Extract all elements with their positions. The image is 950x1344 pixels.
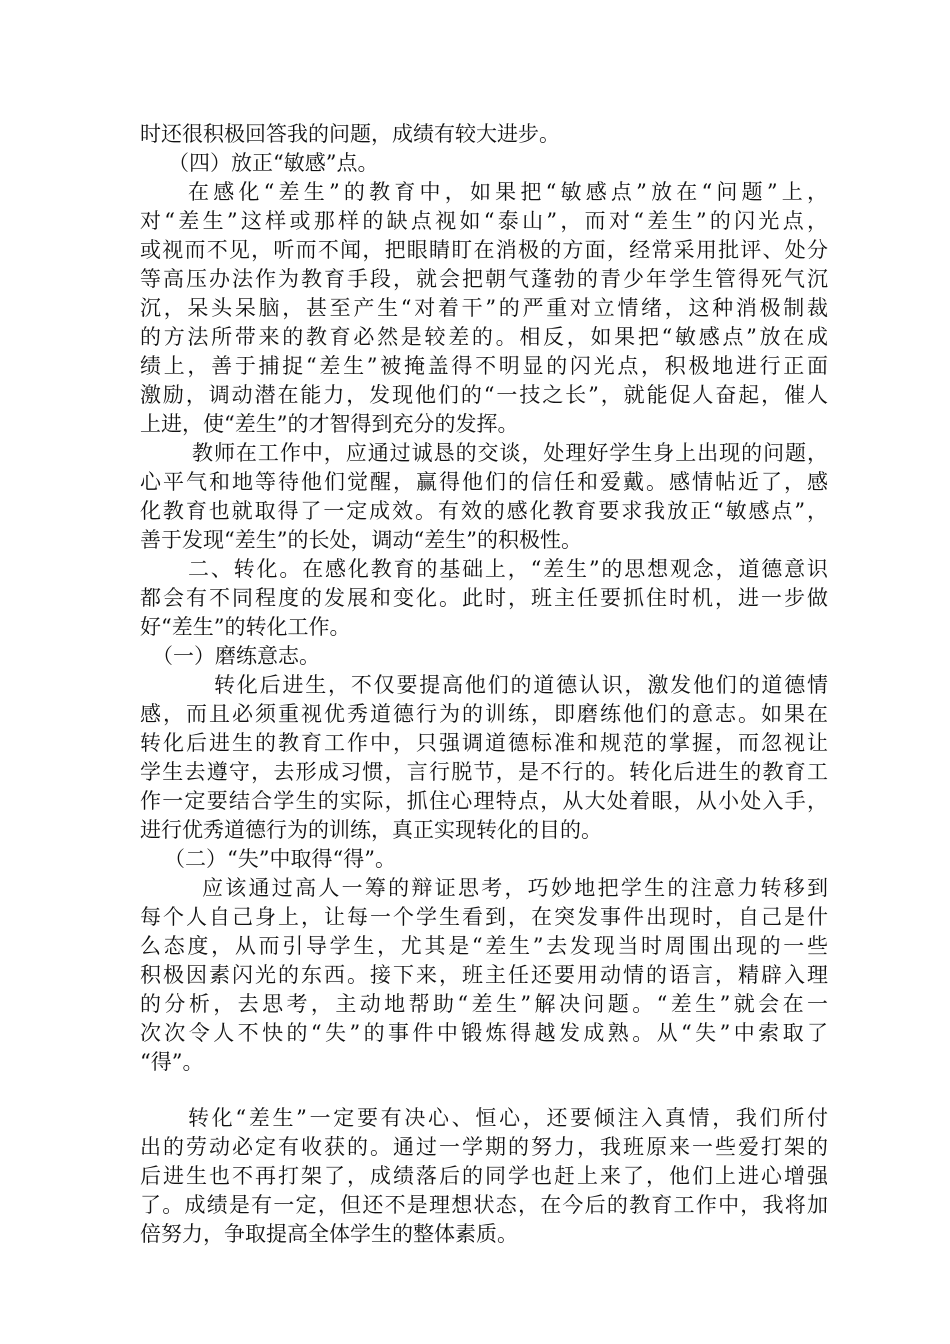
paragraph-line: 转化“差生”一定要有决心、恒心，还要倾注入真情，我们所付: [188, 1106, 828, 1130]
paragraph-line: 转化后进生，不仅要提高他们的道德认识，激发他们的道德情: [214, 673, 828, 697]
paragraph-line: 倍努力，争取提高全体学生的整体素质。: [140, 1222, 518, 1246]
paragraph-line: 上进，使“差生”的才智得到充分的发挥。: [140, 412, 519, 436]
paragraph-line: 作一定要结合学生的实际，抓住心理特点，从大处着眼，从小处入手，: [140, 789, 828, 813]
paragraph-line: 好“差生”的转化工作。: [140, 615, 351, 639]
paragraph-line: 每个人自己身上，让每一个学生看到，在突发事件出现时，自己是什: [140, 905, 828, 929]
paragraph-line: 次次令人不快的“失”的事件中锻炼得越发成熟。从“失”中索取了: [140, 1021, 828, 1045]
paragraph-line: 激励，调动潜在能力，发现他们的“一技之长”，就能促人奋起，催人: [140, 383, 828, 407]
paragraph-line: 了。成绩是有一定，但还不是理想状态，在今后的教育工作中，我将加: [140, 1193, 828, 1217]
paragraph-line: 转化后进生的教育工作中，只强调道德标准和规范的掌握，而忽视让: [140, 731, 828, 755]
paragraph-line: 应该通过高人一筹的辩证思考，巧妙地把学生的注意力转移到: [202, 876, 828, 900]
section-heading: （四）放正“敏感”点。: [168, 151, 379, 175]
paragraph-line: 教师在工作中，应通过诚恳的交谈，处理好学生身上出现的问题，: [192, 441, 828, 465]
paragraph-line: 对“差生”这样或那样的缺点视如“泰山”，而对“差生”的闪光点，: [140, 209, 828, 233]
paragraph-line: 在感化“差生”的教育中，如果把“敏感点”放在“问题”上，: [188, 180, 828, 204]
paragraph-line: 善于发现“差生”的长处，调动“差生”的积极性。: [140, 528, 582, 552]
paragraph-line: 的分析，去思考，主动地帮助“差生”解决问题。“差生”就会在一: [140, 992, 828, 1016]
section-heading: （一）磨练意志。: [152, 644, 320, 668]
paragraph-line: 等高压办法作为教育手段，就会把朝气蓬勃的青少年学生管得死气沉: [140, 267, 828, 291]
paragraph-line: 化教育也就取得了一定成效。有效的感化教育要求我放正“敏感点”，: [140, 499, 828, 523]
section-heading: 二、转化。在感化教育的基础上，“差生”的思想观念，道德意识: [188, 557, 828, 581]
paragraph-line: 的方法所带来的教育必然是较差的。相反，如果把“敏感点”放在成: [140, 325, 828, 349]
paragraph-line: 进行优秀道德行为的训练，真正实现转化的目的。: [140, 818, 602, 842]
paragraph-line: 学生去遵守，去形成习惯，言行脱节，是不行的。转化后进生的教育工: [140, 760, 828, 784]
paragraph-line: 出的劳动必定有收获的。通过一学期的努力，我班原来一些爱打架的: [140, 1135, 828, 1159]
paragraph-line: 感，而且必须重视优秀道德行为的训练，即磨练他们的意志。如果在: [140, 702, 828, 726]
text-line: 时还很积极回答我的问题，成绩有较大进步。: [140, 122, 560, 146]
section-heading: （二）“失”中取得“得”。: [164, 847, 396, 871]
paragraph-line: 后进生也不再打架了，成绩落后的同学也赶上来了，他们上进心增强: [140, 1164, 828, 1188]
paragraph-line: 沉，呆头呆脑，甚至产生“对着干”的严重对立情绪，这种消极制裁: [140, 296, 828, 320]
paragraph-line: 心平气和地等待他们觉醒，赢得他们的信任和爱戴。感情帖近了，感: [140, 470, 828, 494]
paragraph-line: 积极因素闪光的东西。接下来，班主任还要用动情的语言，精辟入理: [140, 963, 828, 987]
paragraph-line: 或视而不见，听而不闻，把眼睛盯在消极的方面，经常采用批评、处分: [140, 238, 828, 262]
paragraph-line: 绩上，善于捕捉“差生”被掩盖得不明显的闪光点，积极地进行正面: [140, 354, 828, 378]
paragraph-line: 么态度，从而引导学生，尤其是“差生”去发现当时周围出现的一些: [140, 934, 828, 958]
paragraph-line: “得”。: [140, 1050, 204, 1074]
paragraph-line: 都会有不同程度的发展和变化。此时，班主任要抓住时机，进一步做: [140, 586, 828, 610]
